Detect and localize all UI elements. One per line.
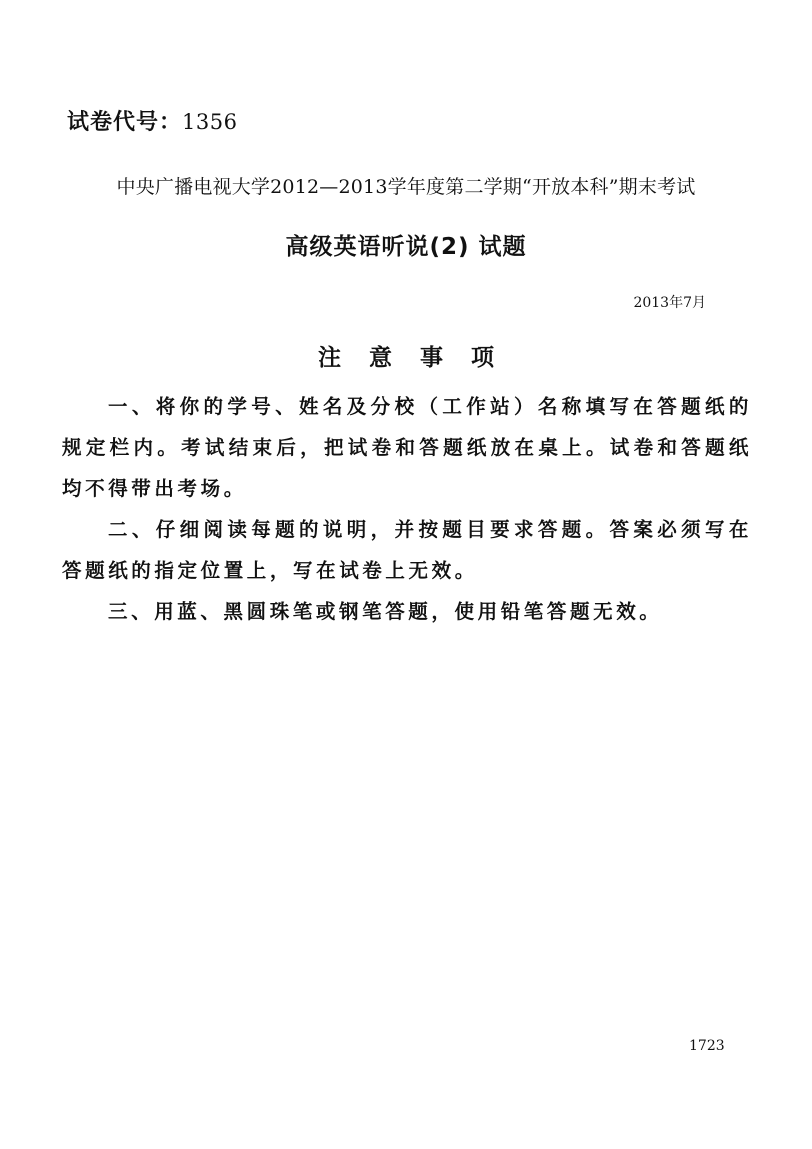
- paper-code-label: 试卷代号：: [67, 110, 183, 135]
- notice-title: 注意事项: [318, 345, 522, 371]
- paper-code-number: 1356: [182, 110, 238, 134]
- notice-item: 二、仔细阅读每题的说明，并按题目要求答题。答案必须写在答题纸的指定位置上，写在试卷上无效。: [62, 518, 752, 582]
- exam-header: 中央广播电视大学2012—2013学年度第二学期“开放本科”期末考试: [116, 176, 696, 198]
- notice-item: 三、用蓝、黑圆珠笔或钢笔答题，使用铅笔答题无效。: [108, 600, 663, 623]
- notice-item: 一、将你的学号、姓名及分校（工作站）名称填写在答题纸的规定栏内。考试结束后，把试卷和答题纸放在桌上。试卷和答题纸均不得带出考场。: [62, 395, 752, 500]
- paper-code: [67, 105, 237, 136]
- page-number: 1723: [689, 1038, 725, 1054]
- exam-date: 2013年7月: [633, 295, 706, 311]
- notice-list: [62, 386, 752, 632]
- exam-title: 高级英语听说(2) 试题: [285, 234, 527, 260]
